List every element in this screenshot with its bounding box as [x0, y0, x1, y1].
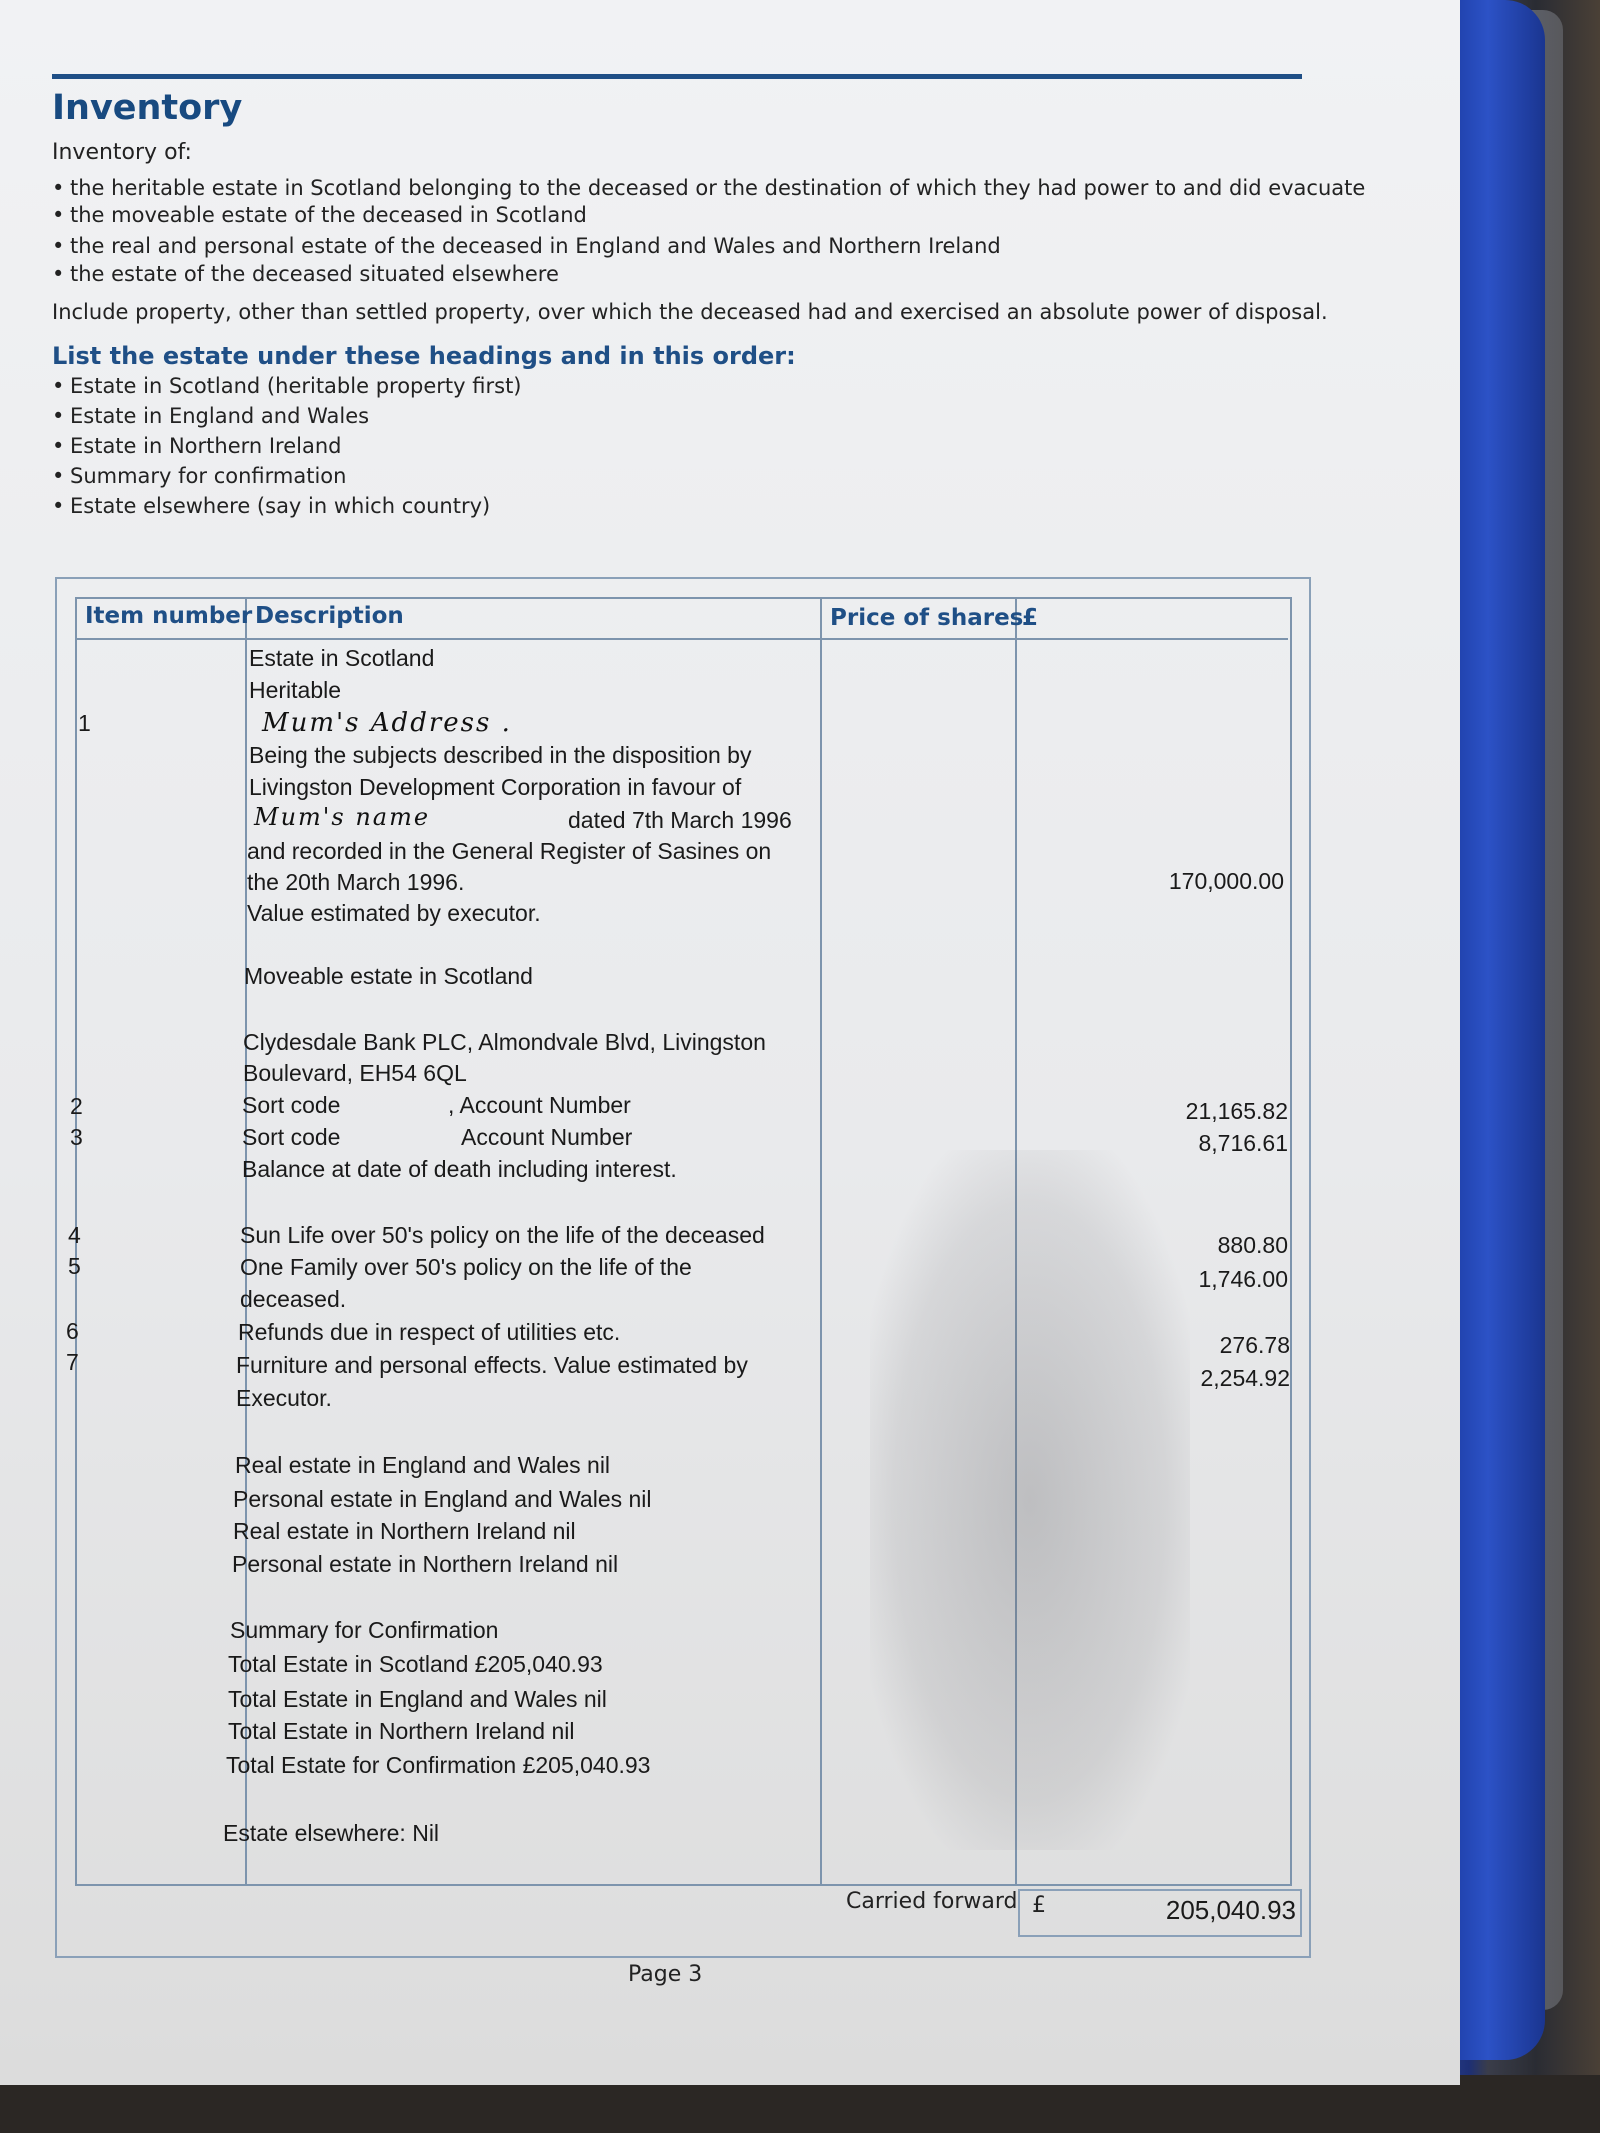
description-line: Account Number	[461, 1124, 633, 1150]
description-line: Total Estate in Scotland £205,040.93	[228, 1651, 603, 1677]
description-line: Moveable estate in Scotland	[244, 963, 533, 989]
handwritten-name: Mum's name	[254, 803, 431, 831]
header-item-number: Item number	[85, 603, 253, 629]
header-description: Description	[255, 603, 404, 629]
description-line: Refunds due in respect of utilities etc.	[238, 1319, 621, 1345]
header-currency: £	[1022, 605, 1039, 631]
description-line: Furniture and personal effects. Value estimated by	[236, 1352, 748, 1378]
description-line: Executor.	[236, 1385, 332, 1411]
description-line: Sort code	[242, 1092, 341, 1118]
order-item: • Estate in England and Wales	[52, 404, 370, 428]
carried-forward-label: Carried forward	[846, 1889, 1018, 1914]
inventory-item: • the real and personal estate of the deceased in England and Wales and Northern Ireland	[52, 234, 1001, 258]
value-cell: 276.78	[1219, 1332, 1290, 1358]
description-line: Estate in Scotland	[249, 645, 435, 671]
description-line: and recorded in the General Register of Sasines on	[247, 838, 772, 864]
description-line: Summary for Confirmation	[230, 1617, 499, 1643]
description-line: Sort code	[242, 1124, 341, 1150]
description-line: Livingston Development Corporation in favour of	[249, 774, 742, 800]
description-line: Value estimated by executor.	[247, 900, 541, 926]
value-cell: 2,254.92	[1200, 1365, 1290, 1391]
description-line: the 20th March 1996.	[247, 869, 465, 895]
description-line: Personal estate in Northern Ireland nil	[232, 1551, 619, 1577]
header-divider	[75, 638, 1288, 640]
description-line: Real estate in England and Wales nil	[235, 1452, 611, 1478]
header-rule	[52, 74, 1302, 79]
intro-text: Inventory of:	[52, 140, 192, 165]
description-line: Heritable	[249, 677, 342, 703]
item-number: 3	[70, 1124, 83, 1150]
description-line: Personal estate in England and Wales nil	[233, 1486, 652, 1512]
item-number: 1	[78, 710, 91, 736]
item-number: 5	[68, 1253, 81, 1279]
value-cell: 21,165.82	[1185, 1098, 1288, 1124]
order-item: • Estate elsewhere (say in which country)	[52, 494, 491, 518]
description-line: Being the subjects described in the disposition by	[249, 742, 752, 768]
description-line: Total Estate in Northern Ireland nil	[228, 1718, 575, 1744]
item-number: 4	[68, 1222, 81, 1248]
description-line: Total Estate for Confirmation £205,040.93	[226, 1752, 651, 1778]
inventory-item: • the heritable estate in Scotland belonging to the deceased or the destination of which they had power to and did evacuate	[52, 176, 1366, 200]
value-cell: 170,000.00	[1168, 868, 1284, 894]
page-number: Page 3	[628, 1962, 703, 1987]
value-cell: 8,716.61	[1198, 1130, 1288, 1156]
description-line: Sun Life over 50's policy on the life of the deceased	[240, 1222, 765, 1248]
handwritten-address: Mum's Address .	[262, 708, 512, 738]
description-line: Total Estate in England and Wales nil	[228, 1686, 607, 1712]
description-line: Real estate in Northern Ireland nil	[233, 1518, 576, 1544]
description-line: deceased.	[240, 1286, 347, 1312]
list-heading: List the estate under these headings and in this order:	[52, 342, 796, 370]
binder-spine	[1450, 0, 1545, 2060]
description-line: Clydesdale Bank PLC, Almondvale Blvd, Livingston	[243, 1029, 766, 1055]
description-line: Estate elsewhere: Nil	[223, 1820, 440, 1846]
carried-forward-total: 205,040.93	[1165, 1895, 1296, 1925]
value-cell: 1,746.00	[1198, 1266, 1288, 1292]
description-line: Boulevard, EH54 6QL	[243, 1060, 467, 1086]
value-cell: 880.80	[1217, 1232, 1288, 1258]
order-item: • Estate in Scotland (heritable property first)	[52, 374, 522, 398]
inventory-item: • the estate of the deceased situated elsewhere	[52, 262, 559, 286]
header-price-of-shares: Price of shares	[830, 605, 1024, 631]
description-line: Balance at date of death including interest.	[242, 1156, 677, 1182]
page-title: Inventory	[52, 88, 243, 128]
order-item: • Summary for confirmation	[52, 464, 347, 488]
hand-shadow	[870, 1150, 1190, 1850]
description-line: , Account Number	[448, 1092, 631, 1118]
description-line: dated 7th March 1996	[568, 807, 792, 833]
item-number: 7	[66, 1349, 79, 1375]
include-note: Include property, other than settled property, over which the deceased had and exercised an absolute power of disposal.	[52, 300, 1328, 324]
order-item: • Estate in Northern Ireland	[52, 434, 342, 458]
inventory-item: • the moveable estate of the deceased in Scotland	[52, 203, 587, 227]
carried-forward-currency: £	[1032, 1893, 1046, 1918]
description-line: One Family over 50's policy on the life of the	[240, 1254, 692, 1280]
col-divider	[820, 597, 822, 1886]
item-number: 6	[66, 1318, 79, 1344]
item-number: 2	[70, 1093, 83, 1119]
